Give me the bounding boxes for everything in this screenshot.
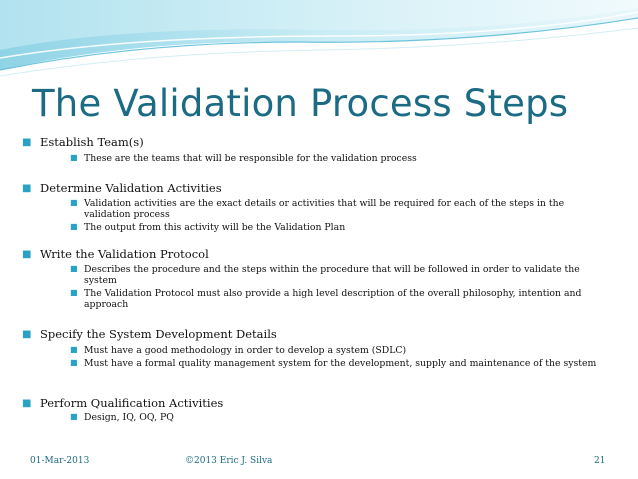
bullet-heading: Specify the System Development Details (40, 327, 277, 341)
bullet-write-protocol (22, 247, 209, 261)
bullet-icon: ■ (22, 398, 32, 409)
bullet-determine-activities (22, 181, 222, 195)
slide-title: The Validation Process Steps (32, 82, 569, 125)
bullet-icon: ■ (22, 329, 32, 340)
bullet-icon: ■ (70, 412, 78, 421)
bullet-icon: ■ (70, 264, 78, 273)
bullet-perform-qualification (22, 396, 224, 410)
bullet-icon: ■ (70, 222, 78, 231)
footer-page-number: 21 (594, 456, 606, 466)
sub-bullet: ■ Validation activities are the exact details or activities that will be required for each of the steps in the validation process (70, 198, 565, 220)
footer-copyright: ©2013 Eric J. Silva (185, 456, 273, 466)
bullet-icon: ■ (70, 153, 78, 162)
bullet-heading: Determine Validation Activities (40, 181, 222, 195)
bullet-heading: Write the Validation Protocol (40, 247, 209, 261)
sub-bullet: ■ The output from this activity will be the Validation Plan (70, 222, 346, 233)
bullet-icon: ■ (70, 198, 78, 207)
bullet-icon: ■ (70, 358, 78, 367)
bullet-icon: ■ (70, 345, 78, 354)
bullet-specify-system-development (22, 327, 277, 341)
bullet-heading: Perform Qualification Activities (40, 396, 224, 410)
bullet-icon: ■ (70, 288, 78, 297)
bullet-icon: ■ (22, 183, 32, 194)
bullet-icon: ■ (22, 137, 32, 148)
sub-bullet: ■ Must have a formal quality management system for the development, supply and maintenance of the system (70, 358, 597, 369)
sub-bullet: ■ Must have a good methodology in order to develop a system (SDLC) (70, 345, 407, 356)
footer-date: 01-Mar-2013 (30, 456, 90, 466)
bullet-heading: Establish Team(s) (40, 135, 144, 149)
bullet-icon: ■ (22, 249, 32, 260)
sub-bullet: ■ These are the teams that will be responsible for the validation process (70, 153, 417, 164)
sub-bullet: ■ Design, IQ, OQ, PQ (70, 412, 174, 423)
sub-bullet: ■ Describes the procedure and the steps within the procedure that will be followed in order to validate the system (70, 264, 580, 286)
bullet-establish-teams (22, 135, 144, 149)
sub-bullet: ■ The Validation Protocol must also provide a high level description of the overall philosophy, intention and approach (70, 288, 582, 310)
